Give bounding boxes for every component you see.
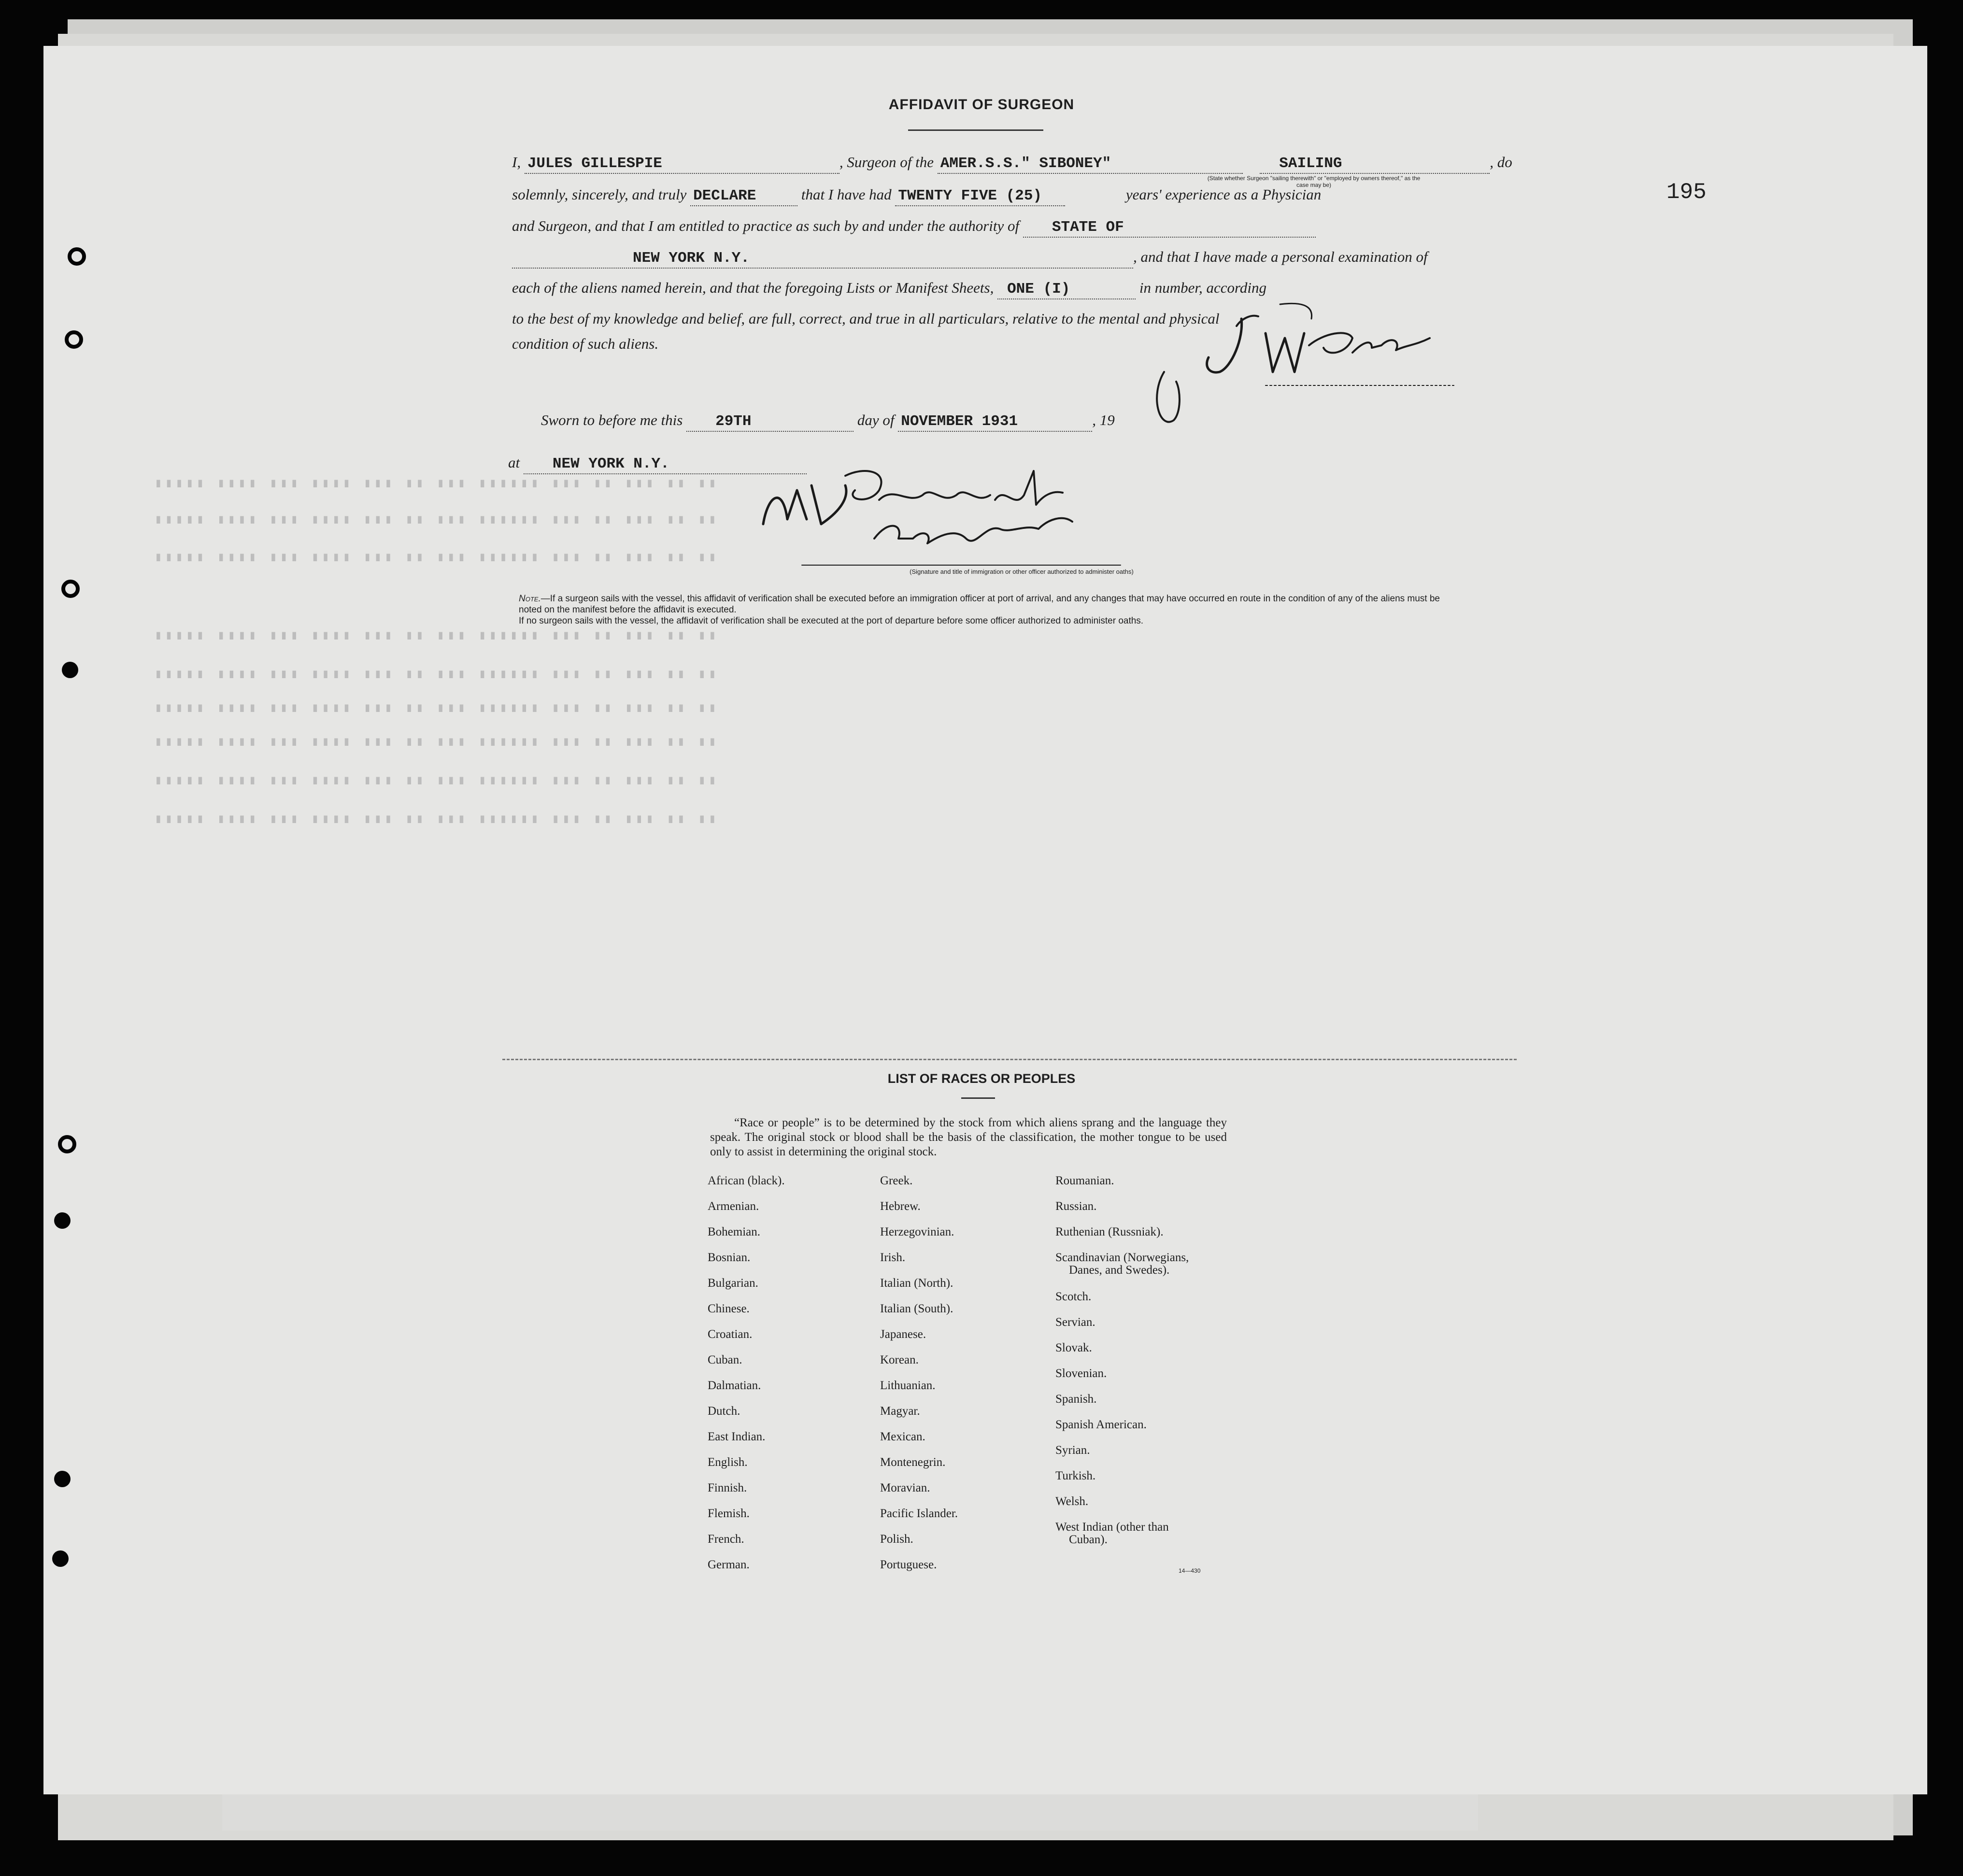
title-underline — [908, 129, 1043, 131]
race-item-line: Danes, and Swedes). — [1069, 1264, 1170, 1277]
race-item: Japanese. — [880, 1328, 926, 1341]
race-item: Italian (South). — [880, 1302, 953, 1315]
races-intro: “Race or people” is to be determined by the stock from which aliens sprang and the language they speak. The original stock or blood shall be the basis of the classification, the mother tongue to be used only to assist in determining the original stock. — [710, 1116, 1227, 1158]
race-item: Spanish. — [1055, 1393, 1097, 1406]
race-item-line: Cuban). — [1069, 1533, 1108, 1546]
race-item: Spanish American. — [1055, 1418, 1147, 1431]
race-item: Magyar. — [880, 1405, 920, 1418]
race-item: Moravian. — [880, 1481, 930, 1494]
race-item: Montenegrin. — [880, 1456, 946, 1469]
affidavit-line-7: condition of such aliens. — [512, 335, 659, 352]
binder-hole — [52, 1550, 69, 1567]
race-item: Russian. — [1055, 1200, 1097, 1213]
do-text: , do — [1490, 154, 1512, 171]
surgeon-signature — [1121, 299, 1459, 444]
race-item: Chinese. — [708, 1302, 750, 1315]
binder-hole — [54, 1471, 71, 1487]
affidavit-title: AFFIDAVIT OF SURGEON — [888, 97, 1075, 113]
race-item: Cuban. — [708, 1353, 742, 1366]
race-item: Flemish. — [708, 1507, 750, 1520]
race-item: Slovak. — [1055, 1341, 1092, 1354]
race-item: East Indian. — [708, 1430, 766, 1443]
race-item: English. — [708, 1456, 748, 1469]
race-item: Bohemian. — [708, 1225, 761, 1238]
vessel-field: AMER.S.S." SIBONEY" — [938, 156, 1243, 174]
years-experience-text: years' experience as a Physician — [1125, 186, 1322, 203]
race-item: Dalmatian. — [708, 1379, 761, 1392]
race-item: German. — [708, 1558, 750, 1571]
affidavit-line-6: to the best of my knowledge and belief, are full, correct, and true in all particulars, relative to the mental and physical — [512, 310, 1220, 327]
that-i-have-had-text: that I have had — [801, 186, 892, 203]
race-item: Welsh. — [1055, 1495, 1089, 1508]
race-item: French. — [708, 1533, 744, 1546]
bleed-through-row: ▮▮▮▮▮ ▮▮▮▮ ▮▮▮ ▮▮▮▮ ▮▮▮ ▮▮ ▮▮▮ ▮▮▮▮▮▮ ▮▮▮ ▮▮ ▮▮▮ ▮▮ ▮▮ — [155, 773, 719, 788]
years-experience-field: TWENTY FIVE (25) — [895, 188, 1065, 206]
affidavit-line-3 — [512, 217, 1316, 238]
affidavit-line-1 — [512, 154, 1512, 174]
officer-signature-caption: (Signature and title of immigration or other officer authorized to administer oaths) — [910, 568, 1134, 575]
sworn-place-field: NEW YORK N.Y. — [524, 456, 807, 474]
race-item: Armenian. — [708, 1200, 759, 1213]
binder-hole — [54, 1212, 71, 1229]
race-item: Irish. — [880, 1251, 906, 1264]
race-item: Croatian. — [708, 1328, 753, 1341]
bleed-through-row: ▮▮▮▮▮ ▮▮▮▮ ▮▮▮ ▮▮▮▮ ▮▮▮ ▮▮ ▮▮▮ ▮▮▮▮▮▮ ▮▮▮ ▮▮ ▮▮▮ ▮▮ ▮▮ — [155, 550, 719, 565]
bleed-through-row: ▮▮▮▮▮ ▮▮▮▮ ▮▮▮ ▮▮▮▮ ▮▮▮ ▮▮ ▮▮▮ ▮▮▮▮▮▮ ▮▮▮ ▮▮ ▮▮▮ ▮▮ ▮▮ — [155, 735, 719, 749]
sworn-day-field: 29TH — [686, 413, 853, 432]
race-item: Finnish. — [708, 1481, 747, 1494]
bleed-through-row: ▮▮▮▮▮ ▮▮▮▮ ▮▮▮ ▮▮▮▮ ▮▮▮ ▮▮ ▮▮▮ ▮▮▮▮▮▮ ▮▮▮ ▮▮ ▮▮▮ ▮▮ ▮▮ — [155, 476, 719, 491]
in-number-text: in number, according — [1139, 279, 1267, 296]
sheets-count-field: ONE (I) — [997, 281, 1136, 299]
race-item: Italian (North). — [880, 1277, 953, 1290]
bleed-through-row: ▮▮▮▮▮ ▮▮▮▮ ▮▮▮ ▮▮▮▮ ▮▮▮ ▮▮ ▮▮▮ ▮▮▮▮▮▮ ▮▮▮ ▮▮ ▮▮▮ ▮▮ ▮▮ — [155, 812, 719, 826]
note-paragraph-1: —If a surgeon sails with the vessel, this affidavit of verification shall be executed before an immigration officer at port of arrival, and any changes that may have occurred en route in the condition of any of the aliens must be noted on the manifest before the affidavit is executed. — [519, 594, 1440, 615]
sworn-text: Sworn to before me this — [541, 412, 683, 428]
authority-field-2: NEW YORK N.Y. — [512, 250, 1133, 269]
race-item: Pacific Islander. — [880, 1507, 958, 1520]
race-item: Syrian. — [1055, 1444, 1090, 1457]
status-field: SAILING — [1260, 156, 1490, 174]
status-field-note: (State whether Surgeon "sailing therewith" or "employed by owners thereof," as the case may be) — [1207, 175, 1421, 188]
race-item: Scotch. — [1055, 1290, 1092, 1303]
race-item: Greek. — [880, 1174, 913, 1187]
race-item: Hebrew. — [880, 1200, 921, 1213]
races-title-underline — [961, 1097, 995, 1099]
race-item: Bosnian. — [708, 1251, 751, 1264]
pre-name-text: I, — [512, 154, 521, 171]
authority-text: and Surgeon, and that I am entitled to practice as such by and under the authority of — [512, 217, 1020, 234]
page-number: 195 — [1666, 180, 1707, 205]
each-alien-text: each of the aliens named herein, and that the foregoing Lists or Manifest Sheets, — [512, 279, 994, 296]
race-item — [1055, 1251, 1249, 1277]
surgeon-of-text: , Surgeon of the — [839, 154, 934, 171]
affidavit-line-2 — [512, 186, 1321, 206]
race-item: African (black). — [708, 1174, 785, 1187]
document-page — [43, 46, 1927, 1794]
bleed-through-row: ▮▮▮▮▮ ▮▮▮▮ ▮▮▮ ▮▮▮▮ ▮▮▮ ▮▮ ▮▮▮ ▮▮▮▮▮▮ ▮▮▮ ▮▮ ▮▮▮ ▮▮ ▮▮ — [155, 701, 719, 715]
race-item: Dutch. — [708, 1405, 740, 1418]
bleed-through-row: ▮▮▮▮▮ ▮▮▮▮ ▮▮▮ ▮▮▮▮ ▮▮▮ ▮▮ ▮▮▮ ▮▮▮▮▮▮ ▮▮▮ ▮▮ ▮▮▮ ▮▮ ▮▮ — [155, 628, 719, 643]
form-code: 14—430 — [1179, 1567, 1201, 1574]
note-paragraph-2: If no surgeon sails with the vessel, the affidavit of verification shall be executed at the port of departure before some officer authorized to administer oaths. — [519, 616, 1144, 626]
personal-exam-text: , and that I have made a personal examination of — [1133, 248, 1428, 265]
year-prefix-text: , 19 — [1092, 412, 1115, 428]
note-lead: Note. — [519, 594, 541, 604]
race-item: Polish. — [880, 1533, 913, 1546]
race-item: Korean. — [880, 1353, 919, 1366]
race-item: Servian. — [1055, 1316, 1095, 1329]
declare-field: DECLARE — [690, 188, 797, 206]
race-item-line: West Indian (other than — [1055, 1521, 1169, 1534]
race-item: Mexican. — [880, 1430, 925, 1443]
officer-signature — [754, 456, 1130, 577]
race-item: Slovenian. — [1055, 1367, 1107, 1380]
binder-hole — [68, 247, 86, 266]
binder-hole — [62, 662, 78, 678]
race-item-line: Scandinavian (Norwegians, — [1055, 1251, 1189, 1264]
race-item: Turkish. — [1055, 1469, 1096, 1482]
race-item — [1055, 1521, 1249, 1546]
section-divider — [502, 1059, 1517, 1060]
race-item: Portuguese. — [880, 1558, 937, 1571]
affidavit-note — [507, 593, 1449, 626]
race-item: Herzegovinian. — [880, 1225, 954, 1238]
races-title: LIST OF RACES OR PEOPLES — [887, 1071, 1076, 1086]
bleed-through-row: ▮▮▮▮▮ ▮▮▮▮ ▮▮▮ ▮▮▮▮ ▮▮▮ ▮▮ ▮▮▮ ▮▮▮▮▮▮ ▮▮▮ ▮▮ ▮▮▮ ▮▮ ▮▮ — [155, 667, 719, 682]
authority-field-1: STATE OF — [1023, 219, 1316, 238]
surgeon-name-field: JULES GILLESPIE — [525, 156, 839, 174]
sworn-month-field: NOVEMBER 1931 — [898, 413, 1092, 432]
affidavit-line-5 — [512, 279, 1266, 299]
binder-hole — [65, 330, 83, 349]
day-of-text: day of — [857, 412, 895, 428]
binder-hole — [61, 580, 80, 598]
race-item: Bulgarian. — [708, 1277, 758, 1290]
sworn-line — [541, 412, 1115, 432]
at-text: at — [508, 454, 520, 471]
affidavit-line-4 — [512, 248, 1428, 269]
race-item: Lithuanian. — [880, 1379, 936, 1392]
race-item: Roumanian. — [1055, 1174, 1114, 1187]
race-item: Ruthenian (Russniak). — [1055, 1225, 1164, 1238]
solemnly-text: solemnly, sincerely, and truly — [512, 186, 687, 203]
bleed-through-row: ▮▮▮▮▮ ▮▮▮▮ ▮▮▮ ▮▮▮▮ ▮▮▮ ▮▮ ▮▮▮ ▮▮▮▮▮▮ ▮▮▮ ▮▮ ▮▮▮ ▮▮ ▮▮ — [155, 512, 719, 527]
binder-hole — [58, 1135, 76, 1153]
